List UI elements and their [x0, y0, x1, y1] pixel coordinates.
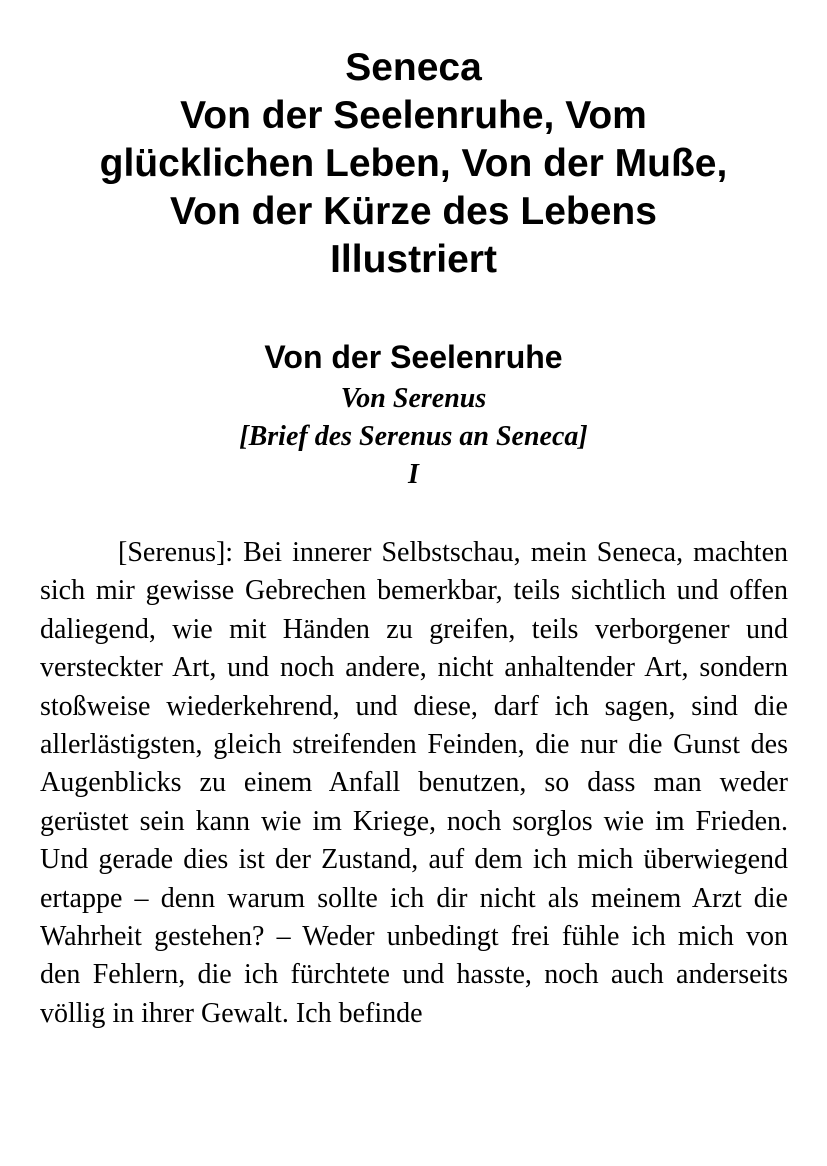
author-line: Von Serenus [340, 383, 487, 414]
chapter-number: I [408, 459, 419, 490]
book-title-line-author: Seneca [345, 46, 482, 89]
book-title-line-2: glücklichen Leben, Von der Muße, [99, 142, 728, 185]
body-paragraph: [Serenus]: Bei innerer Selbstschau, mein Seneca, machten sich mir gewisse Gebrechen bemerkbar, teils sichtlich und offen daliegend, wie mit Händen zu greifen, teils verborgener und versteckter Art, und noch andere, nicht anhaltender Art, sondern stoßweise wiederkehrend, und diese, darf ich sagen, sind die allerlästigsten, gleich streifenden Feinden, die nur die Gunst des Augenblicks zu einem Anfall benutzen, so dass man weder gerüstet sein kann wie im Kriege, noch sorglos wie im Frieden. Und gerade dies ist der Zustand, auf dem ich mich überwiegend ertappe – denn warum sollte ich dir nicht als meinem Arzt die Wahrheit gestehen? – Weder unbedingt frei fühle ich mich von den Fehlern, die ich fürchtete und hasste, noch auch anderseits völlig in ihrer Gewalt. Ich befinde [40, 537, 788, 1029]
book-title-line-4: Illustriert [330, 238, 497, 281]
book-title-line-3: Von der Kürze des Lebens [170, 190, 657, 233]
book-title-line-1: Von der Seelenruhe, Vom [180, 94, 647, 137]
letter-subtitle: [Brief des Serenus an Seneca] [239, 421, 588, 452]
section-subheadings [0, 380, 827, 494]
book-title [0, 44, 827, 284]
section-title: Von der Seelenruhe [264, 339, 563, 375]
